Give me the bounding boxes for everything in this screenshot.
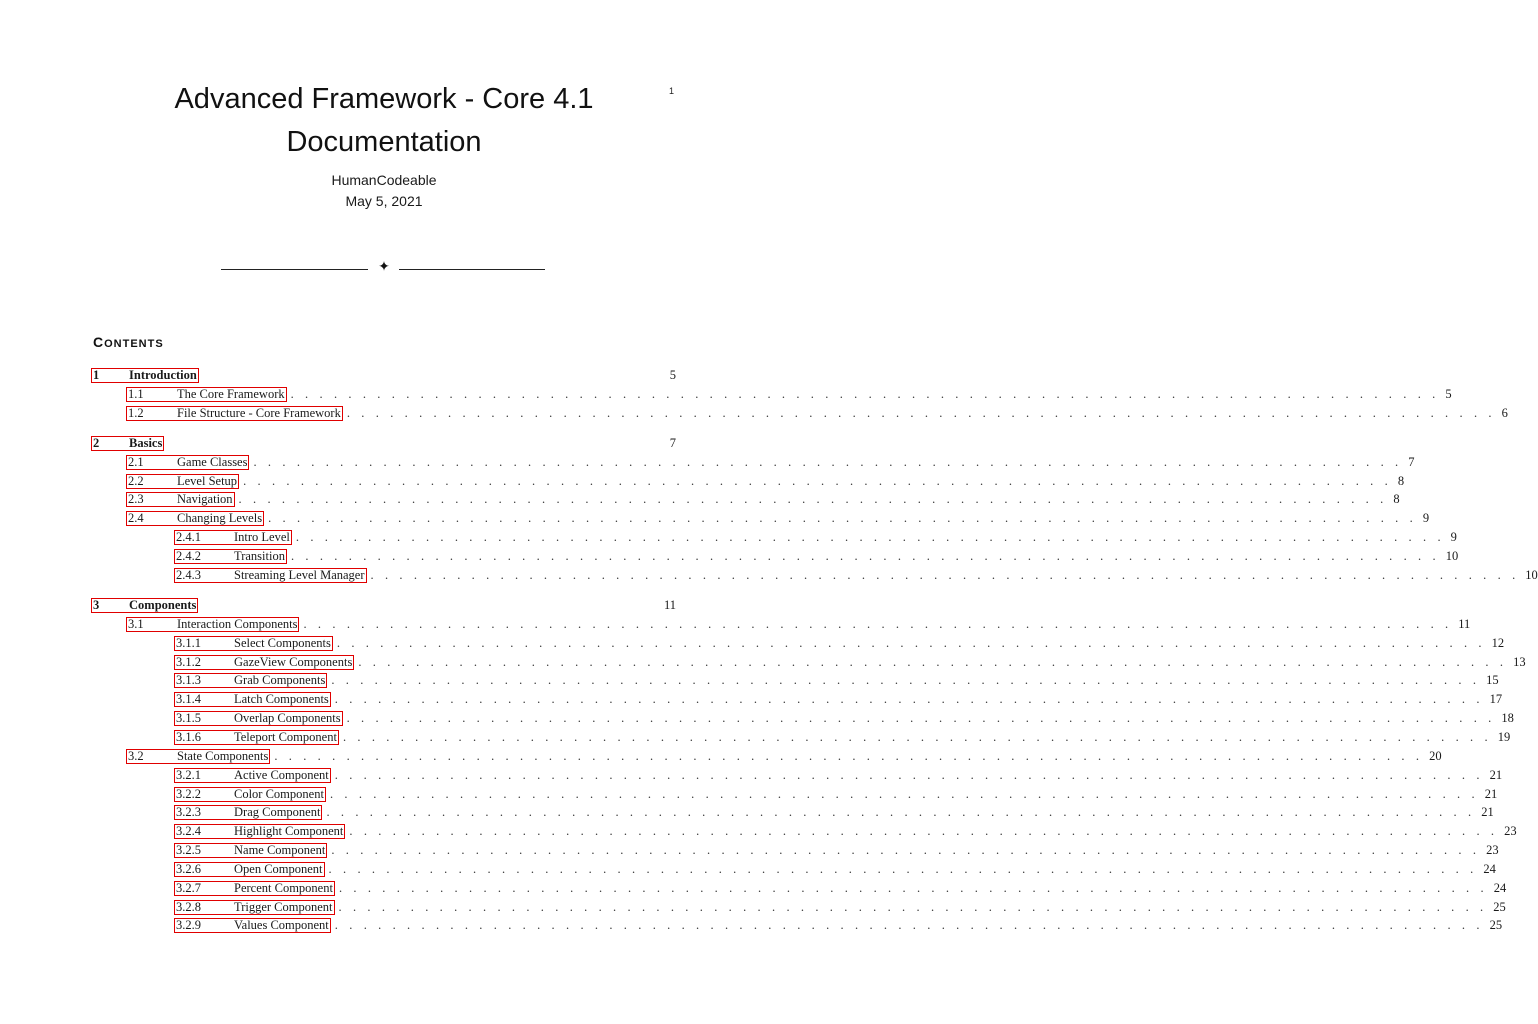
toc-page-number: 8 bbox=[1393, 492, 1400, 507]
title-line-2: Documentation bbox=[286, 126, 482, 158]
leader-dots: . . . . . . . . . . . . . . . . . . . . . . . . . . . . . . . . . . . . . . . . . . . . . . . . . . . . . . . . . . . . . . . . . . . . . . . . . . . . . . . . bbox=[342, 729, 1492, 744]
toc-entry-level-3 bbox=[174, 653, 1526, 672]
toc-link-3-1-2[interactable] bbox=[174, 655, 354, 670]
toc-title: Color Component bbox=[234, 786, 324, 801]
toc-entry-level-2 bbox=[126, 490, 1400, 509]
toc-link-2-4-2[interactable] bbox=[174, 549, 287, 564]
toc-title: Trigger Component bbox=[234, 899, 333, 914]
toc-title: State Components bbox=[177, 748, 269, 763]
toc-title: Percent Component bbox=[234, 880, 333, 895]
toc-page-number: 11 bbox=[663, 598, 676, 612]
toc-number: 1.1 bbox=[128, 386, 144, 401]
toc-link-3-2-7[interactable] bbox=[174, 881, 335, 896]
toc-title: Changing Levels bbox=[177, 511, 263, 526]
toc-number: 3.1.4 bbox=[176, 692, 201, 707]
toc-link-2-4-3[interactable] bbox=[174, 568, 367, 583]
toc-page-number: 24 bbox=[1483, 861, 1496, 876]
toc-title: Transition bbox=[234, 549, 285, 563]
toc-title: Streaming Level Manager bbox=[234, 567, 365, 582]
leader-dots: . . . . . . . . . . . . . . . . . . . . . . . . . . . . . . . . . . . . . . . . . . . . . . . . . . . . . . . . . . . . . . . . . . . . . . . . . . . . . . . . bbox=[238, 492, 1388, 507]
toc-page-number: 7 bbox=[1408, 454, 1415, 469]
toc-number: 3.1.3 bbox=[176, 673, 201, 688]
toc-title: Teleport Component bbox=[234, 729, 337, 744]
toc-link-3-2-4[interactable] bbox=[174, 824, 345, 839]
toc-number: 2.3 bbox=[128, 492, 144, 507]
leader-dots: . . . . . . . . . . . . . . . . . . . . . . . . . . . . . . . . . . . . . . . . . . . . . . . . . . . . . . . . . . . . . . . . . . . . . . . . . . . . . . . . bbox=[290, 386, 1440, 401]
leader-dots: . . . . . . . . . . . . . . . . . . . . . . . . . . . . . . . . . . . . . . . . . . . . . . . . . . . . . . . . . . . . . . . . . . . . . . . . . . . . . . . . bbox=[290, 549, 1440, 563]
divider-right bbox=[399, 269, 545, 270]
toc-title: Components bbox=[129, 598, 197, 612]
toc-title: Introduction bbox=[129, 368, 197, 382]
toc-entry-level-3 bbox=[174, 916, 1503, 935]
toc-number: 3.2.4 bbox=[176, 824, 201, 839]
toc-page-number: 23 bbox=[1486, 843, 1499, 857]
toc-entry-level-2 bbox=[126, 404, 1508, 423]
toc-entry-level-2 bbox=[126, 385, 1452, 404]
toc-page-number: 9 bbox=[1422, 511, 1430, 526]
leader-dots: . . . . . . . . . . . . . . . . . . . . . . . . . . . . . . . . . . . . . . . . . . . . . . . . . . . . . . . . . . . . . . . . . . . . . . . . . . . . . . . . bbox=[349, 824, 1499, 839]
toc-page-number: 23 bbox=[1504, 824, 1517, 839]
leader-dots: . . . . . . . . . . . . . . . . . . . . . . . . . . . . . . . . . . . . . . . . . . . . . . . . . . . . . . . . . . . . . . . . . . . . . . . . . . . . . . . . bbox=[328, 861, 1478, 876]
document-title bbox=[0, 78, 768, 164]
toc-link-2-3[interactable] bbox=[126, 492, 235, 507]
leader-dots: . . . . . . . . . . . . . . . . . . . . . . . . . . . . . . . . . . . . . . . . . . . . . . . . . . . . . . . . . . . . . . . . . . . . . . . . . . . . . . . . bbox=[243, 473, 1392, 488]
toc-entry-level-3 bbox=[174, 803, 1494, 822]
toc-page-number: 8 bbox=[1397, 473, 1405, 488]
toc-entry-level-3 bbox=[174, 528, 1457, 547]
toc-title: Highlight Component bbox=[234, 824, 344, 839]
toc-link-1[interactable] bbox=[91, 368, 199, 383]
toc-number: 3.2 bbox=[128, 748, 144, 763]
toc-entry-level-1 bbox=[91, 596, 676, 615]
toc-title: The Core Framework bbox=[177, 386, 285, 401]
toc-entry-level-2 bbox=[126, 747, 1442, 766]
leader-dots: . . . . . . . . . . . . . . . . . . . . . . . . . . . . . . . . . . . . . . . . . . . . . . . . . . . . . . . . . . . . . . . . . . . . . . . . . . . . . . . . bbox=[253, 454, 1403, 469]
leader-dots: . . . . . . . . . . . . . . . . . . . . . . . . . . . . . . . . . . . . . . . . . . . . . . . . . . . . . . . . . . . . . . . . . . . . . . . . . . . . . . . . bbox=[329, 786, 1479, 801]
leader-dots: . . . . . . . . . . . . . . . . . . . . . . . . . . . . . . . . . . . . . . . . . . . . . . . . . . . . . . . . . . . . . . . . . . . . . . . . . . . . . . . . bbox=[346, 405, 1496, 420]
toc-entry-level-2 bbox=[126, 453, 1415, 472]
toc-entry-level-3 bbox=[174, 785, 1498, 804]
toc-title: Active Component bbox=[234, 767, 329, 782]
toc-entry-level-3 bbox=[174, 898, 1506, 917]
toc-entry-level-3 bbox=[174, 766, 1503, 785]
toc-page-number: 7 bbox=[669, 435, 676, 450]
toc-number: 3.1.2 bbox=[176, 654, 201, 669]
toc-page-number: 9 bbox=[1450, 530, 1457, 545]
toc-link-3-2-8[interactable] bbox=[174, 900, 335, 915]
toc-link-3-1-6[interactable] bbox=[174, 730, 339, 745]
leader-dots: . . . . . . . . . . . . . . . . . . . . . . . . . . . . . . . . . . . . . . . . . . . . . . . . . . . . . . . . . . . . . . . . . . . . . . . . . . . . . . . . bbox=[336, 635, 1486, 650]
divider-left bbox=[221, 269, 368, 270]
toc-page-number: 25 bbox=[1493, 899, 1506, 914]
toc-entry-level-2 bbox=[126, 472, 1405, 491]
toc-link-3-1-3[interactable] bbox=[174, 673, 327, 688]
toc-entry-level-3 bbox=[174, 728, 1511, 747]
toc-entry-level-3 bbox=[174, 709, 1514, 728]
toc-page-number: 11 bbox=[1458, 616, 1471, 631]
toc-entry-level-2 bbox=[126, 615, 1471, 634]
leader-dots: . . . . . . . . . . . . . . . . . . . . . . . . . . . . . . . . . . . . . . . . . . . . . . . . . . . . . . . . . . . . . . . . . . . . . . . . . . . . . . . . bbox=[334, 692, 1484, 707]
toc-link-3-1-4[interactable] bbox=[174, 692, 331, 707]
leader-dots: . . . . . . . . . . . . . . . . . . . . . . . . . . . . . . . . . . . . . . . . . . . . . . . . . . . . . . . . . . . . . . . . . . . . . . . . . . . . . . . . bbox=[338, 899, 1488, 914]
toc-number: 2.2 bbox=[128, 473, 144, 488]
toc-number: 3.2.9 bbox=[176, 918, 201, 933]
toc-number: 1.2 bbox=[128, 405, 144, 420]
leader-dots: . . . . . . . . . . . . . . . . . . . . . . . . . . . . . . . . . . . . . . . . . . . . . . . . . . . . . . . . . . . . . . . . . . . . . . . . . . . . . . . . bbox=[338, 880, 1488, 895]
toc-entry-level-3 bbox=[174, 634, 1505, 653]
toc-title: Game Classes bbox=[177, 454, 248, 469]
toc-title: Name Component bbox=[234, 843, 326, 857]
toc-page-number: 21 bbox=[1481, 805, 1494, 820]
toc-title: Basics bbox=[129, 435, 163, 450]
toc-link-3-1-1[interactable] bbox=[174, 636, 333, 651]
leader-dots: . . . . . . . . . . . . . . . . . . . . . . . . . . . . . . . . . . . . . . . . . . . . . . . . . . . . . . . . . . . . . . . . . . . . . . . . . . . . . . . . bbox=[326, 805, 1476, 820]
toc-title: Select Components bbox=[234, 635, 331, 650]
contents-heading bbox=[93, 334, 164, 350]
toc-number: 2.4.3 bbox=[176, 567, 201, 582]
toc-entry-level-2 bbox=[126, 509, 1430, 528]
toc-title: Grab Components bbox=[234, 673, 326, 688]
leader-dots: . . . . . . . . . . . . . . . . . . . . . . . . . . . . . . . . . . . . . . . . . . . . . . . . . . . . . . . . . . . . . . . . . . . . . . . . . . . . . . . . bbox=[331, 843, 1481, 857]
toc-entry-level-3 bbox=[174, 566, 1538, 585]
contents-heading-initial: C bbox=[93, 334, 105, 350]
toc-page-number: 21 bbox=[1484, 786, 1498, 801]
toc-number: 3.1.1 bbox=[176, 635, 201, 650]
toc-title: Level Setup bbox=[177, 473, 238, 488]
toc-number: 3.2.2 bbox=[176, 786, 201, 801]
toc-title: Values Component bbox=[234, 918, 329, 933]
toc-page-number: 19 bbox=[1497, 729, 1511, 744]
toc-link-3-2-6[interactable] bbox=[174, 862, 325, 877]
toc-link-3-2[interactable] bbox=[126, 749, 270, 764]
toc-link-3[interactable] bbox=[91, 598, 198, 613]
toc-page-number: 17 bbox=[1489, 692, 1503, 707]
toc-page-number: 20 bbox=[1429, 748, 1442, 763]
toc-link-2-4-1[interactable] bbox=[174, 530, 292, 545]
leader-dots: . . . . . . . . . . . . . . . . . . . . . . . . . . . . . . . . . . . . . . . . . . . . . . . . . . . . . . . . . . . . . . . . . . . . . . . . . . . . . . . . bbox=[346, 711, 1496, 726]
toc-page-number: 6 bbox=[1501, 405, 1508, 420]
toc-link-2[interactable] bbox=[91, 436, 164, 451]
leader-dots: . . . . . . . . . . . . . . . . . . . . . . . . . . . . . . . . . . . . . . . . . . . . . . . . . . . . . . . . . . . . . . . . . . . . . . . . . . . . . . . . bbox=[370, 567, 1520, 582]
leader-dots: . . . . . . . . . . . . . . . . . . . . . . . . . . . . . . . . . . . . . . . . . . . . . . . . . . . . . . . . . . . . . . . . . . . . . . . . . . . . . . . . bbox=[303, 616, 1453, 631]
toc-number: 3.1.5 bbox=[176, 711, 201, 726]
date: May 5, 2021 bbox=[345, 193, 423, 209]
toc-page-number: 18 bbox=[1501, 711, 1514, 726]
toc-number: 3.1.6 bbox=[176, 729, 201, 744]
ornament-icon: ✦ bbox=[378, 259, 390, 275]
toc-entry-level-3 bbox=[174, 860, 1496, 879]
page-number: 1 bbox=[669, 86, 675, 96]
author: HumanCodeable bbox=[331, 172, 437, 188]
toc-page-number: 12 bbox=[1491, 635, 1505, 650]
toc-link-2-1[interactable] bbox=[126, 455, 249, 470]
toc-title: Overlap Components bbox=[234, 711, 341, 726]
toc-entry-level-1 bbox=[91, 434, 676, 453]
toc-number: 2.4.1 bbox=[176, 530, 201, 545]
leader-dots: . . . . . . . . . . . . . . . . . . . . . . . . . . . . . . . . . . . . . . . . . . . . . . . . . . . . . . . . . . . . . . . . . . . . . . . . . . . . . . . . bbox=[268, 511, 1417, 526]
title-line-1: Advanced Framework - Core 4.1 bbox=[174, 83, 594, 115]
toc-number: 2.4.2 bbox=[176, 549, 201, 563]
toc-number: 2.1 bbox=[128, 454, 144, 469]
toc-link-3-2-5[interactable] bbox=[174, 843, 327, 858]
toc-page-number: 5 bbox=[1445, 386, 1452, 401]
toc-link-3-2-2[interactable] bbox=[174, 787, 326, 802]
toc-page-number: 5 bbox=[669, 368, 676, 382]
toc-entry-level-3 bbox=[174, 547, 1459, 566]
toc-page-number: 25 bbox=[1489, 918, 1503, 933]
toc-title: Open Component bbox=[234, 861, 323, 876]
toc-number: 3.2.6 bbox=[176, 861, 201, 876]
leader-dots: . . . . . . . . . . . . . . . . . . . . . . . . . . . . . . . . . . . . . . . . . . . . . . . . . . . . . . . . . . . . . . . . . . . . . . . . . . . . . . . . bbox=[331, 673, 1481, 688]
toc-number: 3 bbox=[93, 598, 100, 612]
leader-dots: . . . . . . . . . . . . . . . . . . . . . . . . . . . . . . . . . . . . . . . . . . . . . . . . . . . . . . . . . . . . . . . . . . . . . . . . . . . . . . . . bbox=[334, 918, 1484, 933]
toc-title: Navigation bbox=[177, 492, 233, 507]
leader-dots: . . . . . . . . . . . . . . . . . . . . . . . . . . . . . . . . . . . . . . . . . . . . . . . . . . . . . . . . . . . . . . . . . . . . . . . . . . . . . . . . bbox=[334, 767, 1484, 782]
toc-link-2-2[interactable] bbox=[126, 474, 239, 489]
toc-entry-level-3 bbox=[174, 879, 1507, 898]
toc-number: 3.1 bbox=[128, 616, 144, 631]
toc-link-3-2-9[interactable] bbox=[174, 918, 331, 933]
toc-number: 3.2.3 bbox=[176, 805, 201, 820]
toc-page-number: 15 bbox=[1486, 673, 1499, 688]
toc-page-number: 21 bbox=[1489, 767, 1503, 782]
toc-number: 3.2.8 bbox=[176, 899, 201, 914]
toc-number: 3.2.7 bbox=[176, 880, 201, 895]
toc-title: File Structure - Core Framework bbox=[177, 405, 341, 420]
toc-link-3-2-1[interactable] bbox=[174, 768, 331, 783]
leader-dots: . . . . . . . . . . . . . . . . . . . . . . . . . . . . . . . . . . . . . . . . . . . . . . . . . . . . . . . . . . . . . . . . . . . . . . . . . . . . . . . . bbox=[358, 654, 1508, 669]
toc-page-number: 13 bbox=[1513, 654, 1526, 669]
leader-dots: . . . . . . . . . . . . . . . . . . . . . . . . . . . . . . . . . . . . . . . . . . . . . . . . . . . . . . . . . . . . . . . . . . . . . . . . . . . . . . . . bbox=[295, 530, 1445, 545]
toc-number: 2.4 bbox=[128, 511, 144, 526]
contents-heading-rest: ONTENTS bbox=[104, 338, 164, 350]
toc-entry-level-3 bbox=[174, 671, 1499, 690]
toc-title: GazeView Components bbox=[234, 654, 353, 669]
toc-link-3-2-3[interactable] bbox=[174, 805, 322, 820]
toc-title: Latch Components bbox=[234, 692, 329, 707]
toc-link-1-1[interactable] bbox=[126, 387, 287, 402]
toc-title: Intro Level bbox=[234, 530, 290, 545]
toc-page-number: 24 bbox=[1493, 880, 1507, 895]
toc-page-number: 10 bbox=[1525, 567, 1538, 582]
toc-link-1-2[interactable] bbox=[126, 406, 343, 421]
leader-dots: . . . . . . . . . . . . . . . . . . . . . . . . . . . . . . . . . . . . . . . . . . . . . . . . . . . . . . . . . . . . . . . . . . . . . . . . . . . . . . . . bbox=[274, 748, 1424, 763]
toc-entry-level-3 bbox=[174, 690, 1503, 709]
toc-entry-level-3 bbox=[174, 822, 1517, 841]
toc-title: Interaction Components bbox=[177, 616, 298, 631]
toc-number: 3.2.1 bbox=[176, 767, 201, 782]
toc-link-2-4[interactable] bbox=[126, 511, 264, 526]
toc-entry-level-1 bbox=[91, 366, 676, 385]
toc-number: 3.2.5 bbox=[176, 843, 201, 857]
toc-entry-level-3 bbox=[174, 841, 1499, 860]
toc-link-3-1[interactable] bbox=[126, 617, 299, 632]
toc-number: 2 bbox=[93, 435, 100, 450]
toc-number: 1 bbox=[93, 368, 100, 382]
toc-link-3-1-5[interactable] bbox=[174, 711, 343, 726]
toc-page-number: 10 bbox=[1445, 549, 1459, 563]
toc-title: Drag Component bbox=[234, 805, 321, 820]
